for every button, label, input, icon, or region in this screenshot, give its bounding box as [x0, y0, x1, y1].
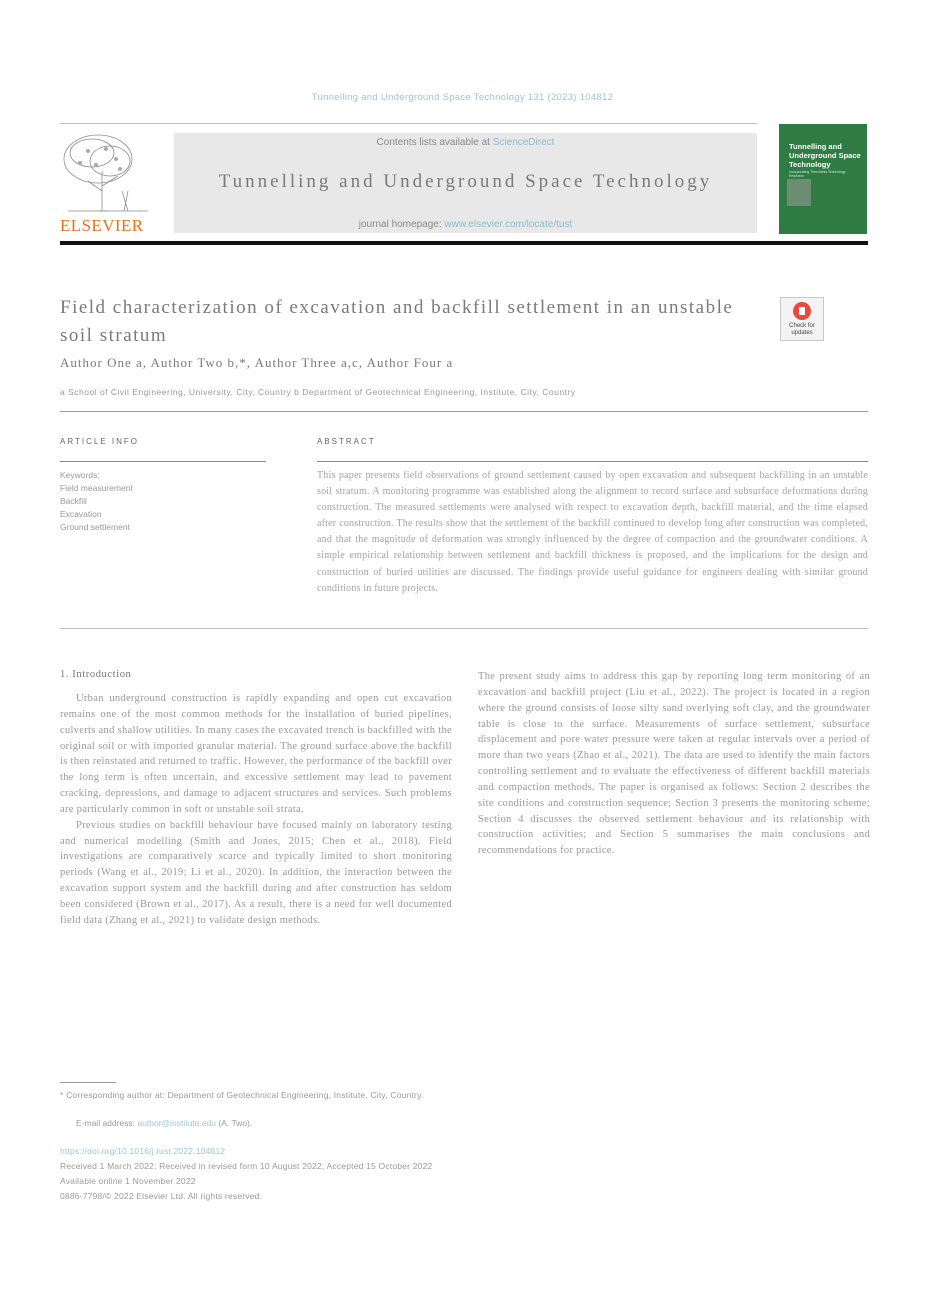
email-link[interactable]: author@institute.edu — [137, 1118, 217, 1128]
abstract-text: This paper presents field observations of ground settlement caused by open excavation and subsequent backfilling in an unstable soil stratum. A monitoring programme was established along the alignment to record surface and subsurface deformations during construction. The measured settlements were analysed with respect to excavation depth, backfill material, and the time elapsed after construction. The results show that the settlement of the backfill continued to develop long after construction was completed, and that the magnitude of deformation was strongly influenced by the degree of compaction and the groundwater conditions. A simple empirical relationship between settlement and backfill thickness is proposed, and the implications for the design and construction of buried utilities are discussed. The findings provide useful guidance for engineers dealing with similar ground conditions in future projects. — [317, 470, 868, 594]
article-info-heading: ARTICLE INFO — [60, 437, 139, 446]
sciencedirect-link[interactable]: ScienceDirect — [492, 137, 555, 148]
email-footnote — [76, 1118, 252, 1128]
header-divider — [60, 123, 757, 124]
contents-prefix: Contents lists available at — [376, 137, 490, 148]
bookmark-icon — [793, 302, 811, 320]
keyword: Ground settlement — [60, 522, 130, 532]
email-note: (A. Two). — [218, 1118, 253, 1128]
available-online: Available online 1 November 2022 — [60, 1176, 196, 1186]
check-for-updates-button[interactable] — [780, 297, 824, 341]
title-divider — [60, 411, 868, 412]
doi-link[interactable]: https://doi.org/10.1016/j.tust.2022.104812 — [60, 1146, 226, 1156]
copyright: 0886-7798/© 2022 Elsevier Ltd. All rights reserved. — [60, 1191, 263, 1201]
received-dates: Received 1 March 2022; Received in revised form 10 August 2022; Accepted 15 October 2022 — [60, 1161, 433, 1171]
keywords-label: Keywords: — [60, 470, 100, 480]
check-updates-label: Check for updates — [789, 323, 815, 336]
journal-citation-line[interactable]: Tunnelling and Underground Space Technology 131 (2023) 104812 — [311, 92, 614, 103]
affiliations: a School of Civil Engineering, University, City, Country b Department of Geotechnical Engineering, Institute, City, Country — [60, 387, 576, 397]
journal-title: Tunnelling and Underground Space Technology — [218, 171, 713, 192]
article-title: Field characterization of excavation and backfill settlement in an unstable soil stratum — [60, 297, 734, 346]
journal-cover[interactable] — [779, 124, 867, 234]
section-heading-introduction: 1. Introduction — [60, 669, 132, 680]
contents-line — [174, 137, 757, 148]
author-list[interactable]: Author One a, Author Two b,*, Author Three a,c, Author Four a — [60, 355, 454, 370]
keyword: Field measurement — [60, 483, 133, 493]
keywords-list — [60, 469, 133, 534]
footnote-rule — [60, 1082, 116, 1083]
journal-masthead — [174, 133, 757, 233]
paragraph: The present study aims to address this gap by reporting long term monitoring of an excavation and backfill project (Liu et al., 2022). The project is located in a region where the ground consists of loose silty sand overlying soft clay, and the groundwater table is close to the surface. Measurements of surface settlement, subsurface displacement and pore water pressure were taken at regular intervals over a period of more than two years (Zhao et al., 2021). The data are used to identify the main factors controlling settlement and to evaluate the effectiveness of different backfill materials and compaction methods. The paper is organised as follows: Section 2 describes the site conditions and construction sequence; Section 3 presents the monitoring scheme; Section 4 discusses the observed settlement behaviour and its relationship with construction activities; and Section 5 summarises the main conclusions and recommendations for practice. — [478, 671, 870, 857]
publisher-wordmark: ELSEVIER — [60, 216, 144, 235]
cover-subtitle: incorporating Trenchless Technology Research — [789, 170, 846, 178]
body-column-left — [60, 691, 452, 929]
corresponding-author-note: * Corresponding author at: Department of Geotechnical Engineering, Institute, City, Country. — [60, 1090, 424, 1100]
abstract-rule — [317, 461, 868, 462]
cover-image — [787, 179, 811, 206]
article-info-rule — [60, 461, 266, 462]
keyword: Excavation — [60, 509, 102, 519]
abstract-heading: ABSTRACT — [317, 437, 376, 446]
body-column-right — [478, 669, 870, 859]
homepage-link[interactable]: www.elsevier.com/locate/tust — [444, 219, 573, 230]
cover-title: Tunnelling and Underground Space Technology — [789, 142, 861, 169]
abstract-divider — [60, 628, 868, 629]
masthead-rule — [60, 241, 868, 245]
homepage-prefix: journal homepage: — [358, 219, 442, 230]
homepage-line — [174, 219, 757, 230]
keyword: Backfill — [60, 496, 87, 506]
paragraph: Previous studies on backfill behaviour have focused mainly on laboratory testing and numerical modelling (Smith and Jones, 2015; Chen et al., 2018). Field investigations are comparatively scarce and typically limited to short monitoring periods (Wang et al., 2019; Li et al., 2020). In addition, the interaction between the excavation support system and the backfill during and after construction has seldom been considered (Brown et al., 2017). As a result, there is a need for well documented field data (Zhang et al., 2021) to validate design methods. — [60, 819, 452, 926]
paragraph: Urban underground construction is rapidly expanding and open cut excavation remains one of the most common methods for the installation of buried pipelines, culverts and shallow utilities. In many cases the excavated trench is backfilled with the original soil or with imported granular material. The ground surface above the backfill is then reinstated and returned to traffic. However, the performance of the backfill over the long term is often uncertain, and excessive settlement may lead to pavement cracking, depressions, and damage to adjacent structures and services. Such problems are particularly common in soft or unstable soil strata. — [60, 693, 452, 815]
publication-info — [60, 1144, 432, 1204]
email-label: E-mail address: — [76, 1118, 136, 1128]
